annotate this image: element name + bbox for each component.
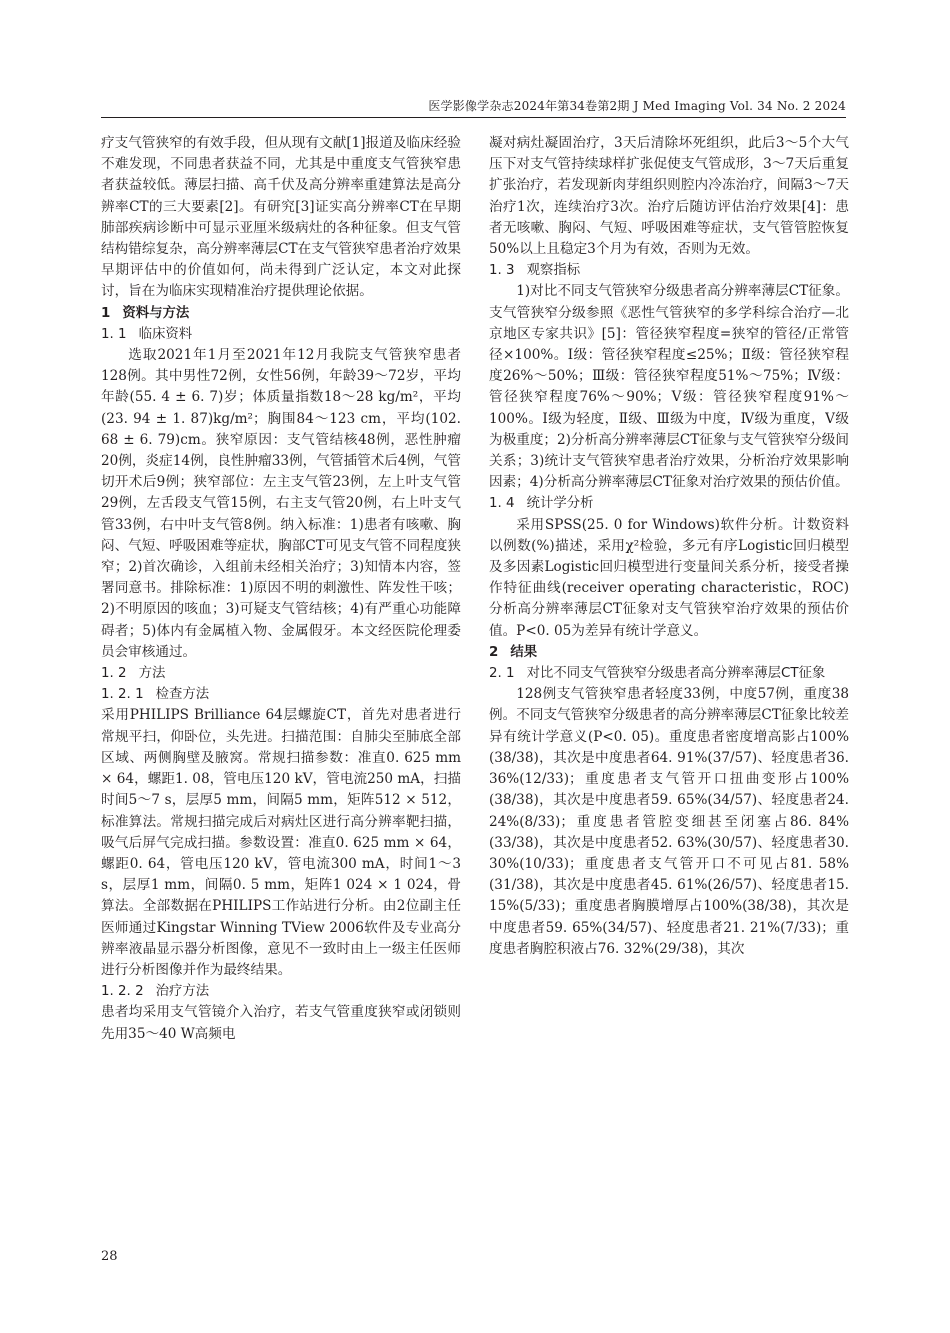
intro-paragraph: 疗支气管狭窄的有效手段，但从现有文献[1]报道及临床经验不难发现，不同患者获益不同，尤其是中重度支气管狭窄患者获益较低。薄层扫描、高千伏及高分辨率重建算法是高分辨率CT的三大要素[2]。有研究[3]证实高分辨率CT在早期肺部疾病诊断中可显示亚厘米级病灶的各种征象。但支气管结构错综复杂，高分辨率薄层CT在支气管狭窄患者治疗效果早期评估中的价值如何，尚未得到广泛认定，本文对此探讨，旨在为临床实现精准治疗提供理论依据。 [101,135,461,300]
subsection-title: 对比不同支气管狭窄分级患者高分辨率薄层CT征象 [526,666,826,682]
subsection-number: 1. 4 [489,496,515,512]
section-number: 2 [489,644,499,660]
subsection-heading-observation [489,260,849,281]
subsection-heading-comparison [489,663,849,684]
left-column [101,133,461,1045]
section-heading-materials [101,303,461,324]
subsubsection-title: 检查方法 [155,687,210,703]
subsection-title: 临床资料 [138,326,193,342]
section-heading-results [489,642,849,663]
running-header: 医学影像学杂志2024年第34卷第2期 J Med Imaging Vol. 34 No. 2 2024 [428,99,846,113]
page-number: 28 [101,1249,118,1264]
subsection-title: 统计学分析 [526,496,594,512]
section-number: 1 [101,305,111,321]
subsection-number: 1. 1 [101,326,127,342]
subsection-heading-clinical [101,324,461,345]
exam-paragraph: 采用PHILIPS Brilliance 64层螺旋CT，首先对患者进行常规平扫，仰卧位，头先进。扫描范围：自肺尖至肺底全部区域、两侧胸壁及腋窝。常规扫描参数：准直0. 625 mm × 64，螺距1. 08，管电压120 kV，管电流250 mA，扫描时间5～7 s，层厚5 mm，间隔5 mm，矩阵512 × 512，标准算法。常规扫描完成后对病灶区进行高分辨率靶扫描，吸气后屏气完成扫描。参数设置：准直0. 625 mm × 64，螺距0. 64，管电压120 kV，管电流300 mA，时间1～3 s，层厚1 mm，间隔0. 5 mm，矩阵1 024 × 1 024，骨算法。全部数据在PHILIPS工作站进行分析。由2位副主任医师通过Kingstar Winning TView 2006软件及专业高分辨率液晶显示器分析图像，意见不一致时由上一级主任医师进行分析图像并作为最终结果。 [101,707,461,978]
treatment-paragraph-continued: 凝对病灶凝固治疗，3天后清除坏死组织，此后3～5个大气压下对支气管持续球样扩张促使支气管成形，3～7天后重复扩张治疗，若发现新肉芽组织则腔内冷冻治疗，间隔3～7天治疗1次，连续治疗3次。治疗后随访评估治疗效果[4]：患者无咳嗽、胸闷、气短、呼吸困难等症状，支气管管腔恢复50%以上且稳定3个月为有效，否则为无效。 [489,135,849,258]
clinical-paragraph: 选取2021年1月至2021年12月我院支气管狭窄患者128例。其中男性72例，女性56例，年龄39～72岁，平均年龄(55. 4 ± 6. 7)岁；体质量指数18～28 kg/m²，平均(23. 94 ± 1. 87)kg/m²；胸围84～123 cm，平均(102. 68 ± 6. 79)cm。狭窄原因：支气管结核48例，恶性肿瘤20例，炎症14例，良性肿瘤33例，气管插管术后4例，气管切开术后9例；狭窄部位：左主支气管23例，左上叶支气管29例，左舌段支气管15例，右主支气管20例，右上叶支气管33例，右中叶支气管8例。纳入标准：1)患者有咳嗽、胸闷、气短、呼吸困难等症状，胸部CT可见支气管不同程度狭窄；2)首次确诊，入组前未经相关治疗；3)知情本内容，签署同意书。排除标准：1)原因不明的刺激性、阵发性干咳；2)不明原因的咳血；3)可疑支气管结核；4)有严重心功能障碍者；5)体内有金属植入物、金属假牙。本文经医院伦理委员会审核通过。 [101,347,461,660]
subsection-heading-statistics [489,493,849,514]
observation-paragraph: 1)对比不同支气管狭窄分级患者高分辨率薄层CT征象。支气管狭窄分级参照《恶性气管狭窄的多学科综合治疗—北京地区专家共识》[5]：管径狭窄程度=狭窄的管径/正常管径×100%。Ⅰ级：管径狭窄程度≤25%；Ⅱ级：管径狭窄程度26%～50%；Ⅲ级：管径狭窄程度51%～75%；Ⅳ级：管径狭窄程度76%～90%；Ⅴ级：管径狭窄程度91%～100%。Ⅰ级为轻度，Ⅱ级、Ⅲ级为中度，Ⅳ级为重度，Ⅴ级为极重度；2)分析高分辨率薄层CT征象与支气管狭窄分级间关系；3)统计支气管狭窄患者治疗效果，分析治疗效果影响因素；4)分析高分辨率薄层CT征象对治疗效果的预估价值。 [489,283,849,491]
subsection-number: 1. 3 [489,263,515,279]
subsection-title: 方法 [138,666,166,682]
subsubsection-number: 1. 2. 2 [101,984,144,1000]
statistics-paragraph: 采用SPSS(25. 0 for Windows)软件分析。计数资料以例数(%)描述，采用χ²检验，多元有序Logistic回归模型及多因素Logistic回归模型进行变量间关系分析，接受者操作特征曲线(receiver operating characteristic，ROC)分析高分辨率薄层CT征象对支气管狭窄治疗效果的预估价值。P<0. 05为差异有统计学意义。 [489,516,849,639]
subsubsection-number: 1. 2. 1 [101,687,144,703]
subsection-title: 观察指标 [526,263,581,279]
section-title: 结果 [510,644,538,660]
subsection-number: 2. 1 [489,666,515,682]
right-column [489,133,849,960]
subsubsection-treatment [101,981,461,1002]
subsection-heading-methods [101,663,461,684]
header-rule [101,117,846,118]
treatment-paragraph: 患者均采用支气管镜介入治疗，若支气管重度狭窄或闭锁则先用35～40 W高频电 [101,1004,461,1042]
results-paragraph: 128例支气管狭窄患者轻度33例，中度57例，重度38例。不同支气管狭窄分级患者的高分辨率薄层CT征象比较差异有统计学意义(P<0. 05)。重度患者密度增高影占100%(38/38)，其次是中度患者64. 91%(37/57)、轻度患者36. 36%(12/33)；重度患者支气管开口扭曲变形占100%(38/38)，其次是中度患者59. 65%(34/57)、轻度患者24. 24%(8/33)；重度患者管腔变细甚至闭塞占86. 84%(33/38)，其次是中度患者52. 63%(30/57)、轻度患者30. 30%(10/33)；重度患者支气管开口不可见占81. 58%(31/38)，其次是中度患者45. 61%(26/57)、轻度患者15. 15%(5/33)；重度患者胸膜增厚占100%(38/38)，其次是中度患者59. 65%(34/57)、轻度患者21. 21%(7/33)；重度患者胸腔积液占76. 32%(29/38)，其次 [489,686,849,957]
subsection-number: 1. 2 [101,666,127,682]
subsubsection-exam [101,684,461,705]
subsubsection-title: 治疗方法 [155,984,210,1000]
section-title: 资料与方法 [122,305,190,321]
